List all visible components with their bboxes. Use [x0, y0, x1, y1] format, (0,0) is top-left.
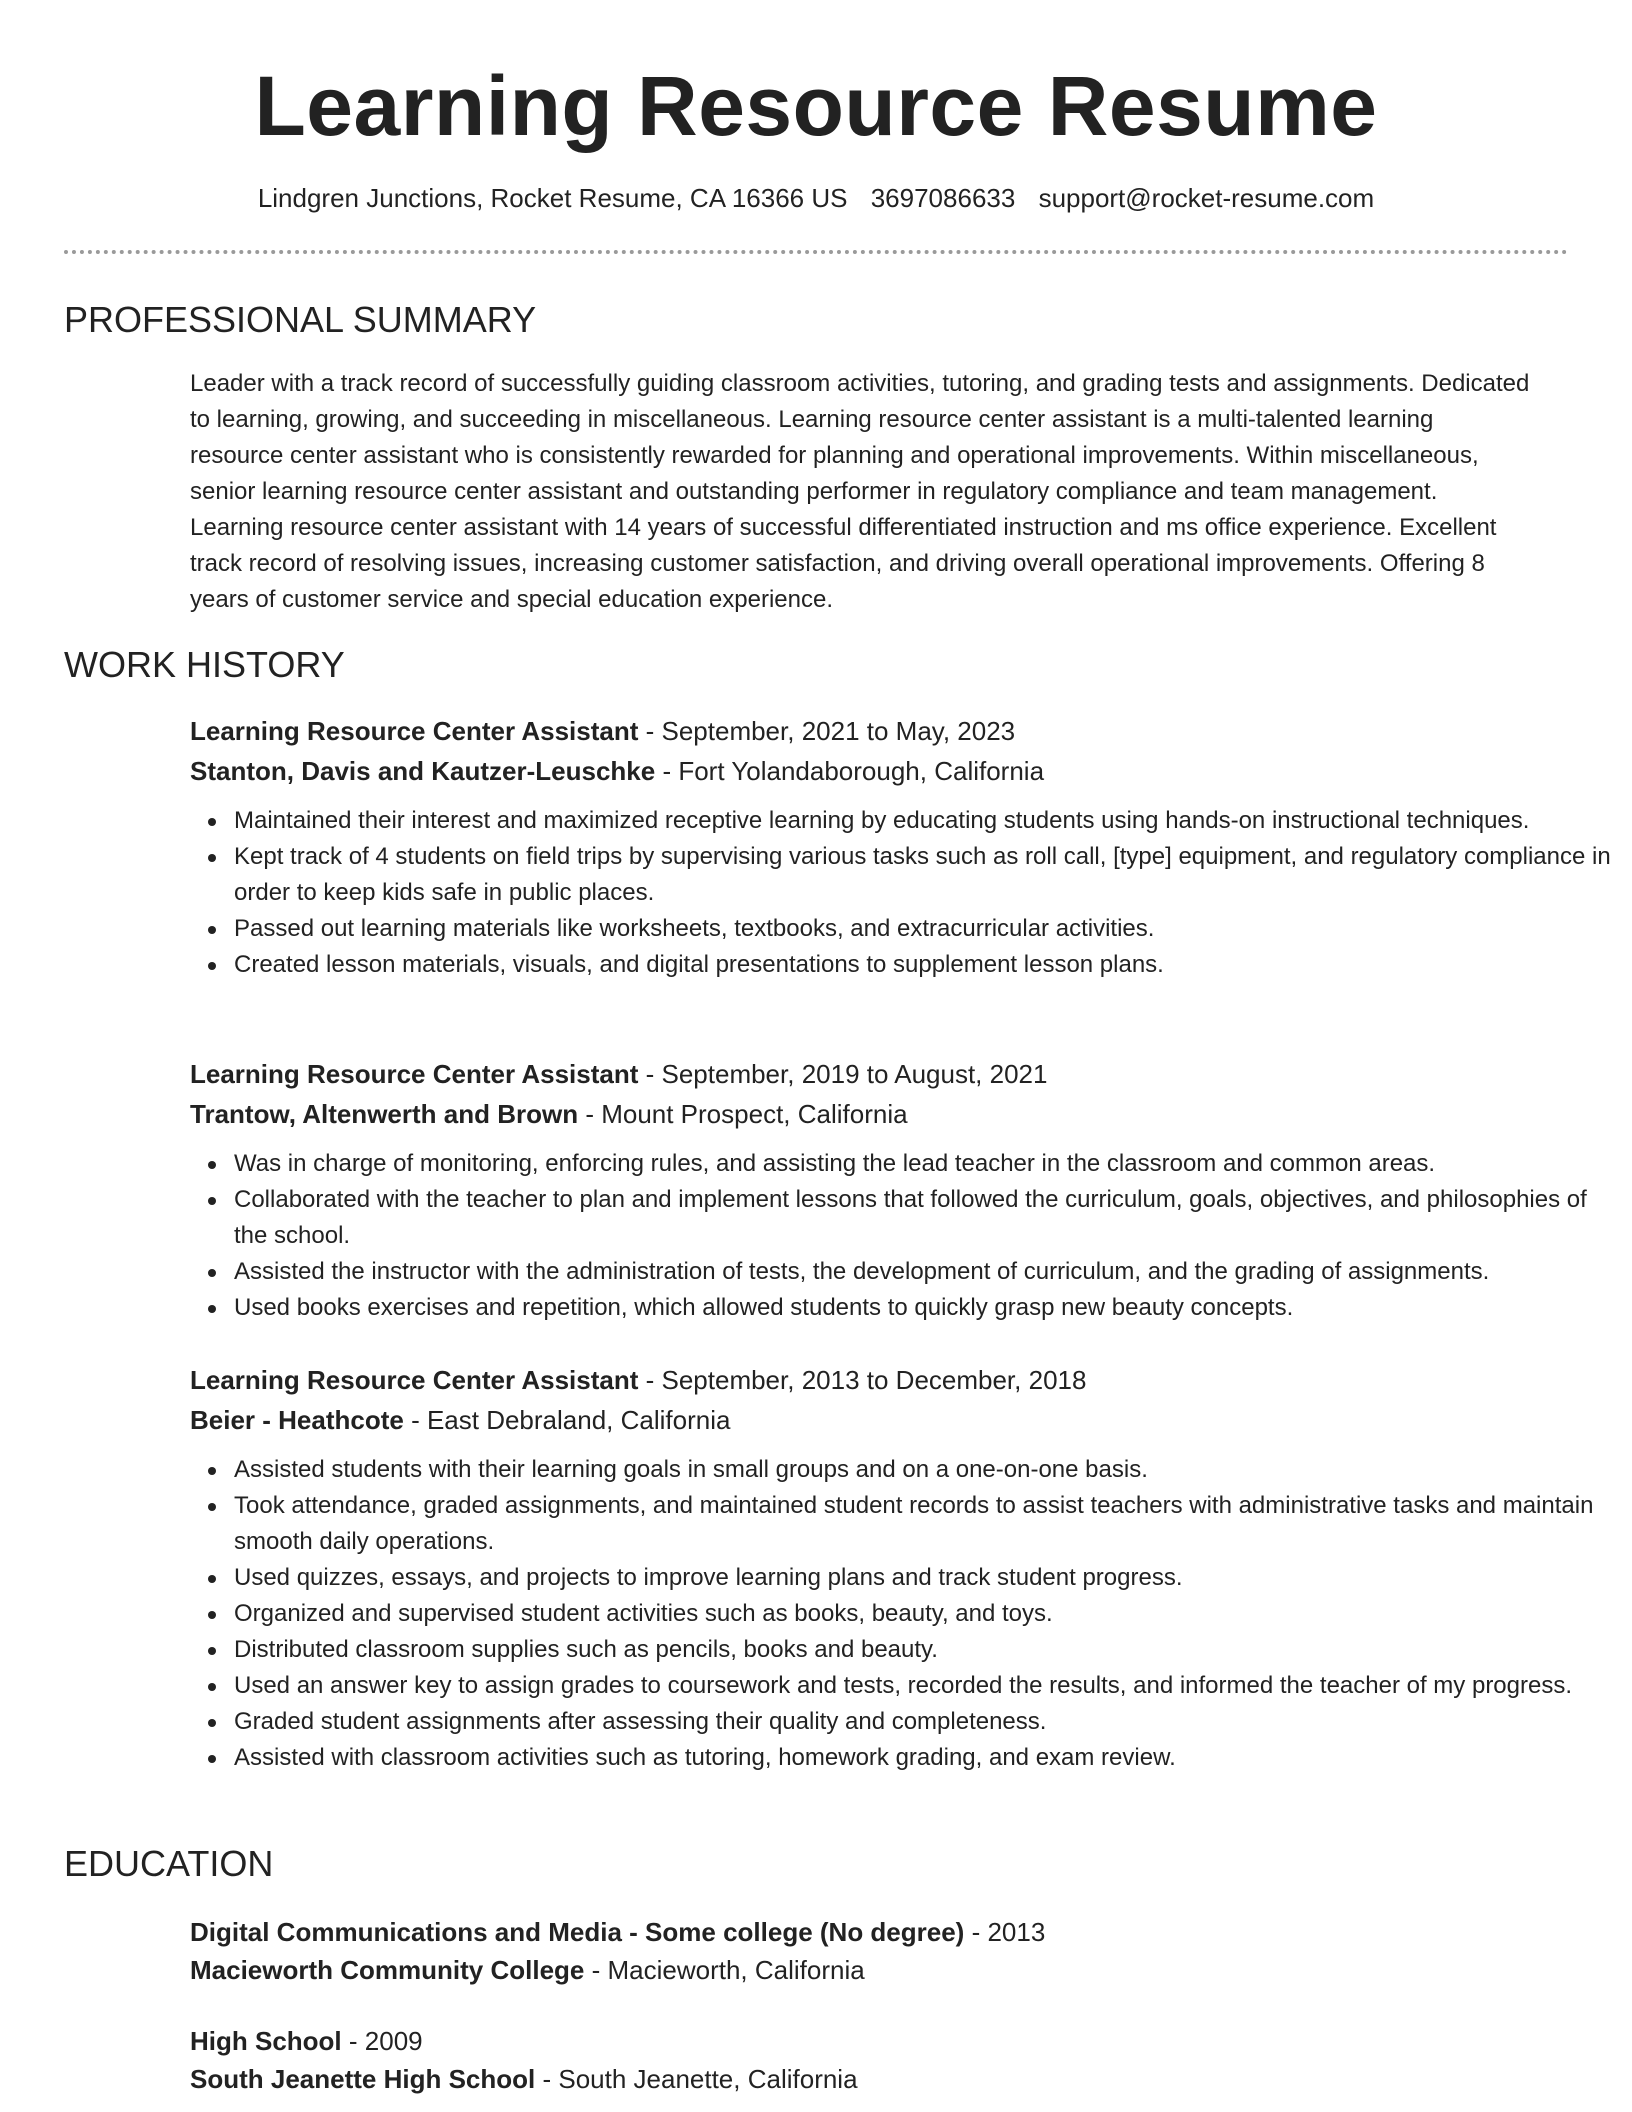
- contact-address: Lindgren Junctions, Rocket Resume, CA 16366 US: [257, 183, 848, 213]
- bullet-item: Maintained their interest and maximized receptive learning by educating students using hands-on instructional techniques.: [234, 803, 1614, 839]
- education-entry: [190, 1913, 1570, 1989]
- education-degree: Digital Communications and Media - Some college (No degree): [190, 1917, 965, 1947]
- education-school: South Jeanette High School: [190, 2064, 536, 2094]
- section-heading-education: EDUCATION: [64, 1843, 274, 1884]
- education-location: - South Jeanette, California: [535, 2064, 858, 2094]
- bullet-item: Was in charge of monitoring, enforcing rules, and assisting the lead teacher in the classroom and common areas.: [234, 1146, 1614, 1182]
- bullet-item: Assisted the instructor with the administration of tests, the development of curriculum, and the grading of assignments.: [234, 1254, 1614, 1290]
- contact-line: [0, 180, 1632, 216]
- education-degree: High School: [190, 2026, 342, 2056]
- bullet-item: Used quizzes, essays, and projects to improve learning plans and track student progress.: [234, 1560, 1614, 1596]
- job-dates: - September, 2021 to May, 2023: [638, 716, 1016, 746]
- job-bullets: [190, 1452, 1594, 1776]
- education-entry: [190, 2022, 1570, 2098]
- contact-email: support@rocket-resume.com: [1038, 183, 1375, 213]
- job-entry: [190, 1360, 1594, 1776]
- job-entry: [190, 1054, 1587, 1326]
- education-year: - 2009: [341, 2026, 423, 2056]
- section-heading-summary: PROFESSIONAL SUMMARY: [64, 299, 537, 340]
- job-title-line: [190, 1360, 1570, 1400]
- job-dates: - September, 2013 to December, 2018: [638, 1365, 1087, 1395]
- job-dates: - September, 2019 to August, 2021: [638, 1059, 1048, 1089]
- bullet-item: Used books exercises and repetition, which allowed students to quickly grasp new beauty concepts.: [234, 1290, 1614, 1326]
- job-company: Trantow, Altenwerth and Brown: [190, 1099, 579, 1129]
- bullet-item: Organized and supervised student activities such as books, beauty, and toys.: [234, 1596, 1614, 1632]
- job-title-line: [190, 1054, 1570, 1094]
- bullet-item: Assisted students with their learning goals in small groups and on a one-on-one basis.: [234, 1452, 1614, 1488]
- education-degree-line: [190, 2022, 1570, 2060]
- job-location: - Fort Yolandaborough, California: [655, 756, 1045, 786]
- education-school-line: [190, 1951, 1570, 1989]
- bullet-item: Created lesson materials, visuals, and digital presentations to supplement lesson plans.: [234, 947, 1614, 983]
- bullet-item: Kept track of 4 students on field trips by supervising various tasks such as roll call, [type] equipment, and regulatory compliance in order to keep kids safe in public places.: [234, 839, 1614, 911]
- job-title-line: [190, 711, 1570, 751]
- bullet-item: Took attendance, graded assignments, and maintained student records to assist teachers with administrative tasks and maintain smooth daily operations.: [234, 1488, 1614, 1560]
- education-year: - 2013: [964, 1917, 1046, 1947]
- job-company-line: [190, 1094, 1570, 1134]
- contact-phone: 3697086633: [870, 183, 1016, 213]
- job-title: Learning Resource Center Assistant: [190, 1365, 639, 1395]
- job-location: - Mount Prospect, California: [578, 1099, 908, 1129]
- bullet-item: Passed out learning materials like worksheets, textbooks, and extracurricular activities.: [234, 911, 1614, 947]
- job-company: Stanton, Davis and Kautzer-Leuschke: [190, 756, 656, 786]
- resume-title: Learning Resource Resume: [254, 59, 1378, 153]
- job-company: Beier - Heathcote: [190, 1405, 404, 1435]
- education-school: Macieworth Community College: [190, 1955, 585, 1985]
- summary-text: Leader with a track record of successfully guiding classroom activities, tutoring, and grading tests and assignments. Dedicated to learning, growing, and succeeding in miscellaneous. Learning resource center assistant is a multi-talented learning resource center assistant who is consistently rewarded for planning and operational improvements. Within miscellaneous, senior learning resource center assistant and outstanding performer in regulatory compliance and team management. Learning resource center assistant with 14 years of successful differentiated instruction and ms office experience. Excellent track record of resolving issues, increasing customer satisfaction, and driving overall operational improvements. Offering 8 years of customer service and special education experience.: [190, 370, 1530, 613]
- job-company-line: [190, 1400, 1570, 1440]
- job-bullets: [190, 803, 1611, 983]
- education-school-line: [190, 2060, 1570, 2098]
- education-location: - Macieworth, California: [584, 1955, 865, 1985]
- education-degree-line: [190, 1913, 1570, 1951]
- bullet-item: Used an answer key to assign grades to coursework and tests, recorded the results, and informed the teacher of my progress.: [234, 1668, 1614, 1704]
- job-title: Learning Resource Center Assistant: [190, 1059, 639, 1089]
- bullet-item: Distributed classroom supplies such as pencils, books and beauty.: [234, 1632, 1614, 1668]
- job-location: - East Debraland, California: [403, 1405, 731, 1435]
- job-entry: [190, 711, 1611, 983]
- job-company-line: [190, 751, 1570, 791]
- bullet-item: Assisted with classroom activities such as tutoring, homework grading, and exam review.: [234, 1740, 1614, 1776]
- job-bullets: [190, 1146, 1587, 1326]
- section-heading-work-history: WORK HISTORY: [64, 644, 345, 685]
- bullet-item: Graded student assignments after assessing their quality and completeness.: [234, 1704, 1614, 1740]
- header-divider: [64, 250, 1568, 254]
- job-title: Learning Resource Center Assistant: [190, 716, 639, 746]
- bullet-item: Collaborated with the teacher to plan and implement lessons that followed the curriculum, goals, objectives, and philosophies of the school.: [234, 1182, 1614, 1254]
